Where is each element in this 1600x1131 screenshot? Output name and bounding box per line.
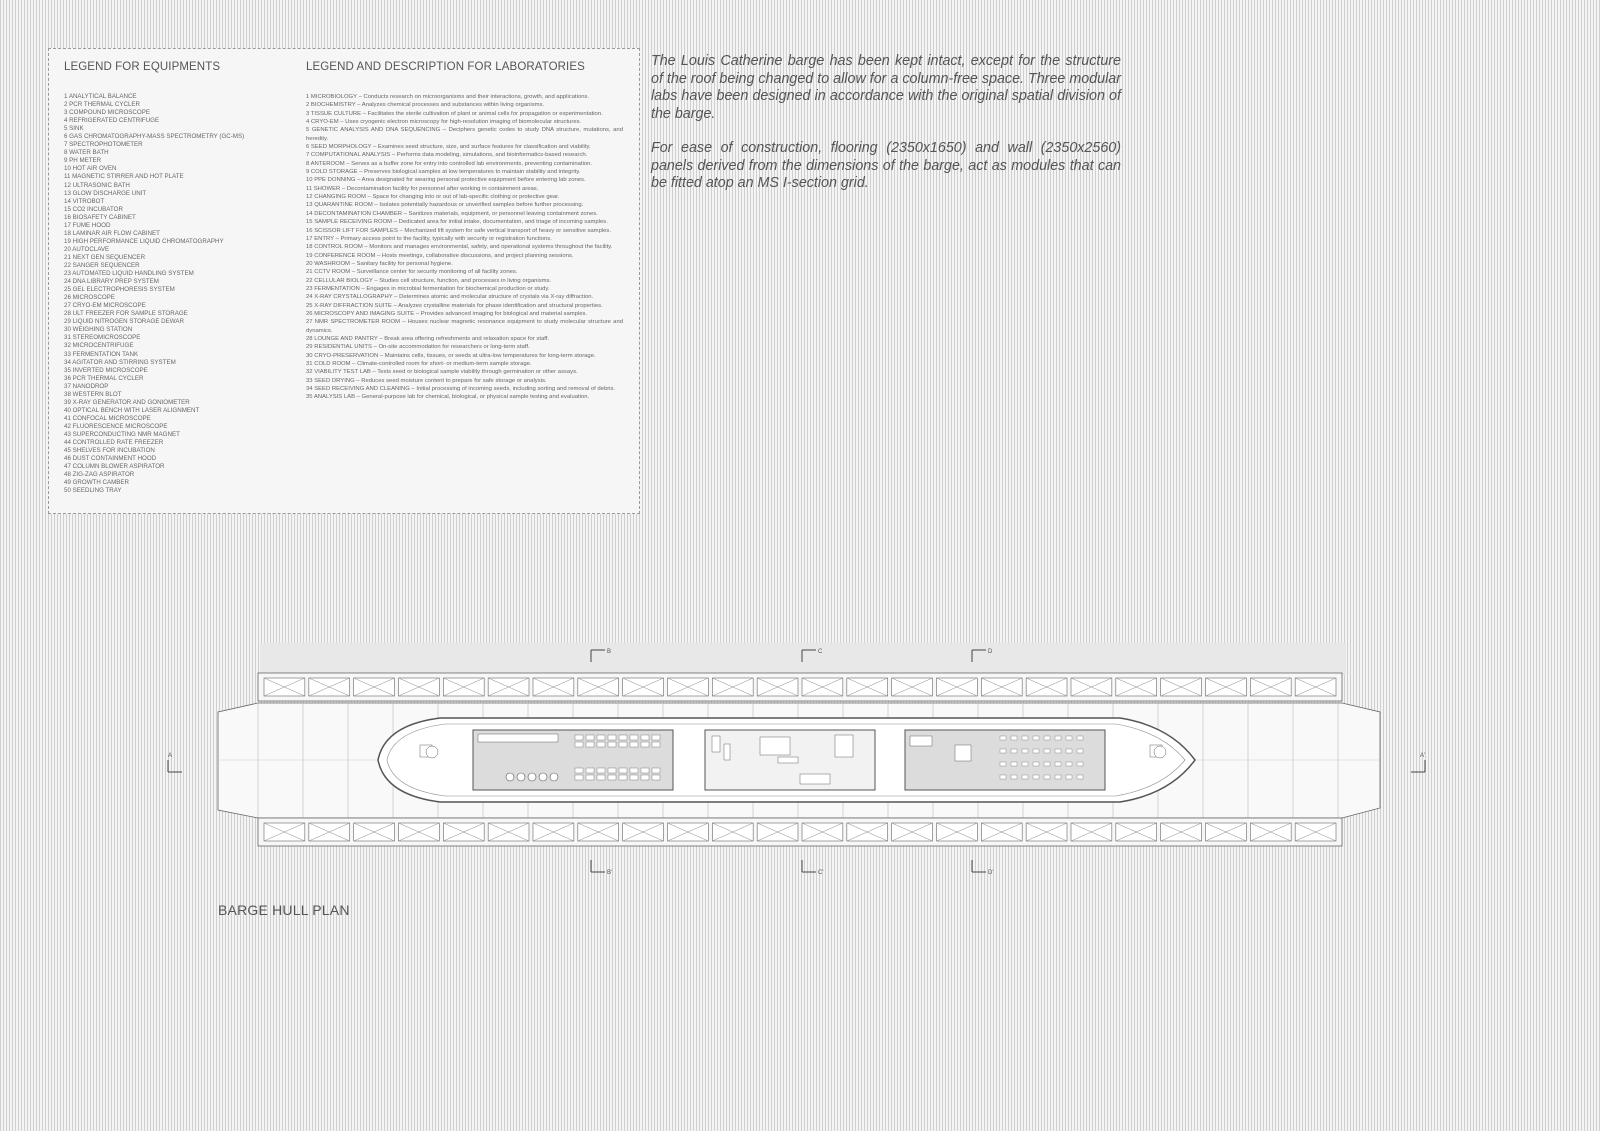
laboratory-item: 31 COLD ROOM – Climate-controlled room for short- or medium-term sample storage. xyxy=(306,361,532,367)
section-label: C xyxy=(818,649,823,655)
laboratory-item: 28 LOUNGE AND PANTRY – Break area offering refreshments and relaxation space for staff. xyxy=(306,335,550,342)
laboratory-item: 2 BIOCHEMISTRY – Analyzes chemical processes and substances within living organisms. xyxy=(306,102,545,109)
laboratory-item: 32 VIABILITY TEST LAB – Tests seed or biological sample viability through germination or other assays. xyxy=(306,369,578,376)
equipment-item: 44 CONTROLLED RATE FREEZER xyxy=(64,439,164,447)
laboratory-item: 23 FERMENTATION – Engages in microbial fermentation for biochemical production or study. xyxy=(306,285,550,292)
laboratory-item: 1 MICROBIOLOGY – Conducts research on microorganisms and their interactions, growth, and applications. xyxy=(306,94,590,100)
equipment-item: 12 ULTRASONIC BATH xyxy=(64,181,130,189)
laboratory-item: 20 WASHROOM – Sanitary facility for personal hygiene. xyxy=(306,260,453,267)
section-label: D' xyxy=(988,870,994,876)
equipment-item: 37 NANODROP xyxy=(64,382,109,390)
equipment-item: 34 AGITATOR AND STIRRING SYSTEM xyxy=(64,358,176,366)
equipment-item: 20 AUTOCLAVE xyxy=(64,245,110,253)
laboratory-item: 14 DECONTAMINATION CHAMBER – Sanitizes materials, equipment, or personnel leaving containment zones. xyxy=(306,210,598,217)
equipment-item: 5 SINK xyxy=(64,125,84,133)
laboratory-item: 18 CONTROL ROOM – Monitors and manages environmental, safety, and operational systems throughout the facility. xyxy=(306,244,613,251)
section-label: B xyxy=(607,649,612,655)
laboratory-item: 26 MICROSCOPY AND IMAGING SUITE – Provides advanced imaging for biological and material samples. xyxy=(306,310,588,317)
equipment-item: 14 VITROBOT xyxy=(64,197,105,205)
laboratory-item: 27 NMR SPECTROMETER ROOM – Houses nuclear magnetic resonance equipment to study molecular structure and dynamics. xyxy=(306,319,623,334)
equipment-item: 35 INVERTED MICROSCOPE xyxy=(64,366,148,374)
equipment-item: 27 CRYO-EM MICROSCOPE xyxy=(64,302,146,310)
equipment-item: 42 FLUORESCENCE MICROSCOPE xyxy=(64,422,168,430)
laboratory-item: 24 X-RAY CRYSTALLOGRAPHY – Determines atomic and molecular structure of crystals via X-ray diffraction. xyxy=(306,294,594,301)
deck-shadow-top xyxy=(260,643,1346,675)
laboratory-item: 25 X-RAY DIFFRACTION SUITE – Analyzes crystalline materials for phase identification and structural properties. xyxy=(306,302,603,309)
section-label: B' xyxy=(607,870,613,876)
equipment-item: 15 CO2 INCUBATOR xyxy=(64,205,123,213)
equipment-item: 29 LIQUID NITROGEN STORAGE DEWAR xyxy=(64,318,184,326)
equipment-item: 2 PCR THERMAL CYCLER xyxy=(64,101,140,109)
equipment-item: 6 GAS CHROMATOGRAPHY-MASS SPECTROMETRY (GC-MS) xyxy=(64,133,245,141)
laboratory-item: 6 SEED MORPHOLOGY – Examines seed structure, size, and surface features for classification and viability. xyxy=(306,144,591,151)
equipment-item: 47 COLUMN BLOWER ASPIRATOR xyxy=(64,463,165,471)
laboratory-item: 19 CONFERENCE ROOM – Hosts meetings, collaborative discussions, and project planning sessions. xyxy=(306,252,574,259)
equipment-item: 32 MICROCENTRIFUGE xyxy=(64,342,134,350)
equipment-item: 21 NEXT GEN SEQUENCER xyxy=(64,253,146,261)
equipment-item: 48 ZIG-ZAG ASPIRATOR xyxy=(64,471,135,479)
equipment-item: 24 DNA LIBRARY PREP SYSTEM xyxy=(64,278,159,286)
laboratory-item: 16 SCISSOR LIFT FOR SAMPLES – Mechanized lift system for safe vertical transport of heavy or sensitive samples. xyxy=(306,227,612,234)
laboratory-item: 33 SEED DRYING – Reduces seed moisture content to prepare for safe storage or analysis. xyxy=(306,377,547,384)
laboratory-item: 35 ANALYSIS LAB – General-purpose lab for chemical, biological, or physical sample testing and evaluation. xyxy=(306,394,590,401)
laboratory-item: 3 TISSUE CULTURE – Facilitates the sterile cultivation of plant or animal cells for propagation or experimentation. xyxy=(306,110,603,117)
laboratory-item: 11 SHOWER – Decontamination facility for personnel after working in containment areas. xyxy=(306,185,539,192)
equipment-item: 36 PCR THERMAL CYCLER xyxy=(64,374,144,382)
equipment-item: 18 LAMINAR AIR FLOW CABINET xyxy=(64,229,160,237)
laboratory-item: 10 PPE DONNING – Area designated for wearing personal protective equipment before entering lab zones. xyxy=(306,177,586,184)
laboratory-item: 17 ENTRY – Primary access point to the facility, typically with security or registration functions. xyxy=(306,235,552,242)
equipment-item: 13 GLOW DISCHARGE UNIT xyxy=(64,189,147,197)
equipment-item: 33 FERMENTATION TANK xyxy=(64,350,139,358)
equipment-item: 46 DUST CONTAINMENT HOOD xyxy=(64,455,157,463)
equipment-item: 8 WATER BATH xyxy=(64,149,109,157)
section-label: A' xyxy=(1420,753,1426,759)
equipment-item: 3 COMPOUND MICROSCOPE xyxy=(64,109,150,117)
laboratory-item: 30 CRYO-PRESERVATION – Maintains cells, tissues, or seeds at ultra-low temperatures for long-term storage. xyxy=(306,352,596,359)
equipment-item: 43 SUPERCONDUCTING NMR MAGNET xyxy=(64,430,180,438)
equipment-item: 38 WESTERN BLOT xyxy=(64,390,122,398)
section-label: D xyxy=(988,649,993,655)
equipment-item: 19 HIGH PERFORMANCE LIQUID CHROMATOGRAPHY xyxy=(64,237,224,245)
laboratory-item: 22 CELLULAR BIOLOGY – Studies cell structure, function, and processes in living organisms. xyxy=(306,277,552,284)
laboratory-legend-title: LEGEND AND DESCRIPTION FOR LABORATORIES xyxy=(306,61,585,73)
equipment-item: 23 AUTOMATED LIQUID HANDLING SYSTEM xyxy=(64,270,194,278)
equipment-item: 7 SPECTROPHOTOMETER xyxy=(64,141,143,149)
laboratory-item: 4 CRYO-EM – Uses cryogenic electron microscopy for high-resolution imaging of biomolecular structures. xyxy=(306,119,582,126)
equipment-item: 4 REFRIGERATED CENTRIFUGE xyxy=(64,117,160,125)
laboratory-item: 13 QUARANTINE ROOM – Isolates potentially hazardous or unverified samples before further processing. xyxy=(306,202,584,209)
bench xyxy=(478,734,558,742)
laboratory-item: 7 COMPUTATIONAL ANALYSIS – Performs data modeling, simulations, and bioinformatics-based research. xyxy=(306,152,588,159)
equipment-item: 9 PH METER xyxy=(64,157,102,165)
equipment-legend-title: LEGEND FOR EQUIPMENTS xyxy=(64,61,221,73)
equipment-item: 17 FUME HOOD xyxy=(64,221,111,229)
laboratory-item: 21 CCTV ROOM – Surveillance center for security monitoring of all facility zones. xyxy=(306,269,518,276)
equipment-item: 16 BIOSAFETY CABINET xyxy=(64,213,136,221)
equipment-item: 41 CONFOCAL MICROSCOPE xyxy=(64,414,151,422)
equipment-item: 45 SHELVES FOR INCUBATION xyxy=(64,447,155,455)
equipment-item: 50 SEEDLING TRAY xyxy=(64,487,122,495)
laboratory-item: 8 ANTEROOM – Serves as a buffer zone for entry into controlled lab environments, preventing contamination. xyxy=(306,160,593,167)
description-paragraph: For ease of construction, flooring (2350x1650) and wall (2350x2560) panels derived from the dimensions of the barge, act as modules that can be fitted atop an MS I-section grid. xyxy=(651,140,1121,191)
equipment-item: 10 HOT AIR OVEN xyxy=(64,165,117,173)
laboratory-item: 15 SAMPLE RECEIVING ROOM – Dedicated area for initial intake, documentation, and triage of incoming samples. xyxy=(306,219,608,226)
laboratory-item: 5 GENETIC ANALYSIS AND DNA SEQUENCING – Deciphers genetic codes to study DNA structure, mutations, and heredity. xyxy=(306,127,623,142)
description-paragraph: The Louis Catherine barge has been kept intact, except for the structure of the roof being changed to allow for a column-free space. Three modular labs have been designed in accordance with the original spatial division of the barge. xyxy=(651,53,1121,122)
section-label: A xyxy=(168,753,173,759)
section-label: C' xyxy=(818,870,824,876)
equipment-item: 40 OPTICAL BENCH WITH LASER ALIGNMENT xyxy=(64,406,200,414)
plan-title: BARGE HULL PLAN xyxy=(218,902,350,918)
laboratory-item: 34 SEED RECEIVING AND CLEANING – Initial processing of incoming seeds, including sorting and removal of debris. xyxy=(306,386,616,393)
equipment-item: 25 GEL ELECTROPHORESIS SYSTEM xyxy=(64,286,175,294)
equipment-item: 26 MICROSCOPE xyxy=(64,294,115,302)
equipment-item: 39 X-RAY GENERATOR AND GONIOMETER xyxy=(64,398,190,406)
equipment-item: 11 MAGNETIC STIRRER AND HOT PLATE xyxy=(64,173,184,181)
equipment-item: 49 GROWTH CAMBER xyxy=(64,479,129,487)
laboratory-item: 9 COLD STORAGE – Preserves biological samples at low temperatures to maintain stability and integrity. xyxy=(306,169,581,176)
equipment-item: 30 WEIGHING STATION xyxy=(64,326,133,334)
equipment-item: 31 STEREOMICROSCOPE xyxy=(64,334,141,342)
equipment-item: 28 ULT FREEZER FOR SAMPLE STORAGE xyxy=(64,310,188,318)
equipment-item: 22 SANGER SEQUENCER xyxy=(64,261,140,269)
laboratory-item: 12 CHANGING ROOM – Space for changing into or out of lab-specific clothing or protective gear. xyxy=(306,194,560,201)
laboratory-item: 29 RESIDENTIAL UNITS – On-site accommodation for researchers or long-term staff. xyxy=(306,344,530,351)
equipment-item: 1 ANALYTICAL BALANCE xyxy=(64,93,137,100)
